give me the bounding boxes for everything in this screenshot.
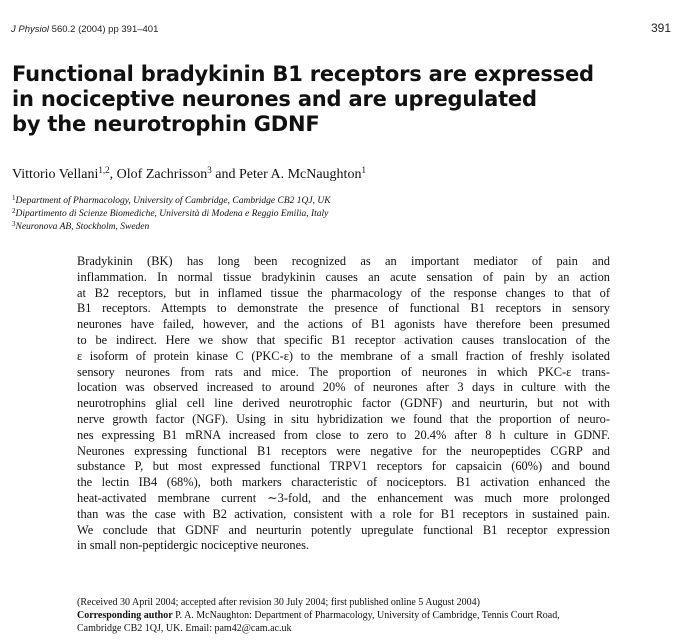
affiliation-list (12, 195, 331, 234)
author-affiliation-marker: 1,2 (98, 165, 110, 175)
abstract-line: neurones have failed, however, and the actions of B1 agonists have therefore been presumed (77, 317, 610, 332)
corresponding-author (77, 609, 667, 622)
author-name: Peter A. McNaughton (238, 167, 362, 182)
abstract-line: location was observed increased to around 20% of neurones after 3 days in culture with the (77, 380, 610, 395)
journal-reference (11, 24, 158, 35)
abstract-line: We conclude that GDNF and neurturin potently upregulate functional B1 receptor expression (77, 522, 610, 537)
abstract-line: sensory neurones from rats and mice. The proportion of neurones in which PKC-ε trans- (77, 364, 610, 379)
abstract-line: substance P, but most expressed functional TRPV1 receptors for capsaicin (60%) and bound (77, 459, 610, 474)
abstract-line: B1 receptors. Attempts to demonstrate the presence of functional B1 receptors in sensory (77, 301, 610, 316)
abstract-line: at B2 receptors, but in inflamed tissue the pharmacology of the response changes to that of (77, 285, 610, 300)
title-line: Functional bradykinin B1 receptors are expressed (12, 62, 594, 86)
article-title (12, 62, 672, 137)
affiliation-text: Dipartimento di Scienze Biomediche, Università di Modena e Reggio Emilia, Italy (15, 209, 329, 219)
affiliation-text: Neuronova AB, Stockholm, Sweden (15, 222, 150, 232)
abstract-line: Neurones expressing functional B1 receptors were negative for the neuropeptides CGRP and (77, 443, 610, 458)
corresponding-author-label: Corresponding author (77, 610, 173, 621)
abstract-line: neurotrophins glial cell line derived neurotrophic factor (GDNF) and neurturin, but not with (77, 396, 610, 411)
article-footer (77, 596, 667, 635)
affiliation-item (12, 195, 331, 208)
author-name: Olof Zachrisson (116, 167, 208, 182)
affiliation-number: 3 (12, 220, 16, 228)
abstract-line: heat-activated membrane current ∼3-fold, and the enhancement was much more prolonged (77, 490, 610, 505)
journal-name: J Physiol (11, 24, 50, 35)
affiliation-item (12, 221, 331, 234)
affiliation-number: 1 (12, 194, 16, 202)
corresponding-address: Cambridge CB2 1QJ, UK. Email: pam42@cam.ac.uk (77, 623, 292, 634)
abstract-line: in small non-peptidergic nociceptive neurones. (77, 538, 310, 553)
title-line: by the neurotrophin GDNF (12, 112, 320, 136)
abstract-line: inflammation. In normal tissue bradykinin causes an acute sensation of pain by an action (77, 269, 610, 284)
page-number: 391 (650, 21, 671, 35)
journal-volume-pages: 560.2 (2004) pp 391–401 (49, 24, 159, 35)
author-affiliation-marker: 1 (361, 165, 366, 175)
abstract-line: ε isoform of protein kinase C (PKC-ε) to the membrane of a small fraction of freshly isolated (77, 348, 610, 363)
author-list (12, 167, 366, 183)
abstract-line: the lectin IB4 (68%), both markers characteristic of nociceptors. B1 activation enhanced the (77, 475, 610, 490)
abstract-line: to be indirect. Here we show that specific B1 receptor activation causes translocation of the (77, 332, 610, 347)
abstract (77, 254, 610, 554)
author-name: Vittorio Vellani (12, 167, 99, 182)
author-affiliation-marker: 3 (207, 165, 212, 175)
abstract-line: than was the case with B2 activation, consistent with a role for B1 receptors in sustained pain. (77, 506, 610, 521)
affiliation-item (12, 208, 331, 221)
abstract-line: nes expressing B1 mRNA increased from close to zero to 20.4% after 8 h culture in GDNF. (77, 427, 610, 442)
abstract-line: nerve growth factor (NGF). Using in situ hybridization we found that the proportion of neuro- (77, 411, 610, 426)
author-separator: and (211, 167, 239, 182)
affiliation-number: 2 (12, 207, 16, 215)
received-dates: (Received 30 April 2004; accepted after revision 30 July 2004; first published online 5 August 2004) (77, 597, 480, 608)
title-line: in nociceptive neurones and are upregulated (12, 87, 537, 111)
abstract-line: Bradykinin (BK) has long been recognized as an important mediator of pain and (77, 254, 610, 268)
corresponding-author-text: P. A. McNaughton: Department of Pharmacology, University of Cambridge, Tennis Court Road, (172, 610, 560, 621)
affiliation-text: Department of Pharmacology, University of Cambridge, Cambridge CB2 1QJ, UK (15, 196, 331, 206)
author-separator: , (109, 167, 117, 182)
